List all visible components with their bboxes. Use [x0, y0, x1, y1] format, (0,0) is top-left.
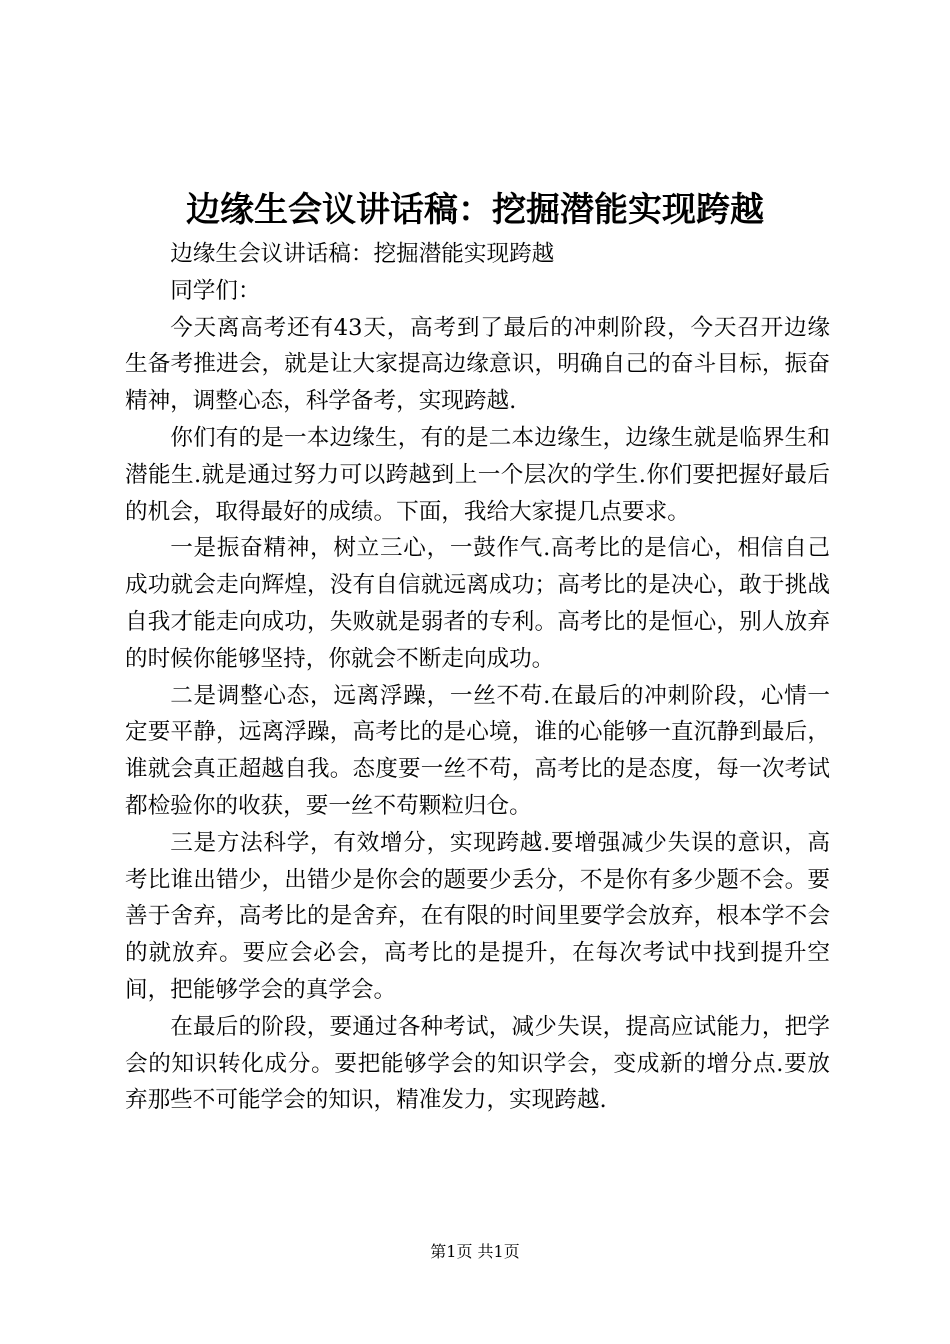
paragraph: 今天离高考还有43天，高考到了最后的冲刺阶段，今天召开边缘生备考推进会，就是让大家提高边缘意识，明确自己的奋斗目标，振奋精神，调整心态，科学备考，实现跨越. — [125, 314, 830, 415]
document-title: 边缘生会议讲话稿：挖掘潜能实现跨越 — [186, 190, 764, 230]
document-body — [125, 236, 830, 1119]
paragraph-salutation: 同学们： — [170, 277, 261, 304]
paragraph: 在最后的阶段，要通过各种考试，减少失误，提高应试能力，把学会的知识转化成分。要把能够学会的知识学会，变成新的增分点.要放弃那些不可能学会的知识，精准发力，实现跨越. — [125, 1013, 830, 1114]
paragraph: 二是调整心态，远离浮躁，一丝不苟.在最后的冲刺阶段，心情一定要平静，远离浮躁，高考比的是心境，谁的心能够一直沉静到最后，谁就会真正超越自我。态度要一丝不苟，高考比的是态度，每一次考试都检验你的收获，要一丝不苟颗粒归仓。 — [125, 682, 830, 819]
paragraph: 一是振奋精神，树立三心，一鼓作气.高考比的是信心，相信自己成功就会走向辉煌，没有自信就远离成功；高考比的是决心，敢于挑战自我才能走向成功，失败就是弱者的专利。高考比的是恒心，别人放弃的时候你能够坚持，你就会不断走向成功。 — [125, 535, 830, 672]
paragraph: 你们有的是一本边缘生，有的是二本边缘生，边缘生就是临界生和潜能生.就是通过努力可以跨越到上一个层次的学生.你们要把握好最后的机会，取得最好的成绩。下面，我给大家提几点要求。 — [125, 424, 830, 525]
page-number-footer: 第1页 共1页 — [430, 1242, 520, 1261]
paragraph-subtitle: 边缘生会议讲话稿：挖掘潜能实现跨越 — [170, 241, 555, 267]
paragraph: 三是方法科学，有效增分，实现跨越.要增强减少失误的意识，高考比谁出错少，出错少是你会的题要少丢分，不是你有多少题不会。要善于舍弃，高考比的是舍弃，在有限的时间里要学会放弃，根本学不会的就放弃。要应会必会，高考比的是提升，在每次考试中找到提升空间，把能够学会的真学会。 — [125, 829, 830, 1003]
